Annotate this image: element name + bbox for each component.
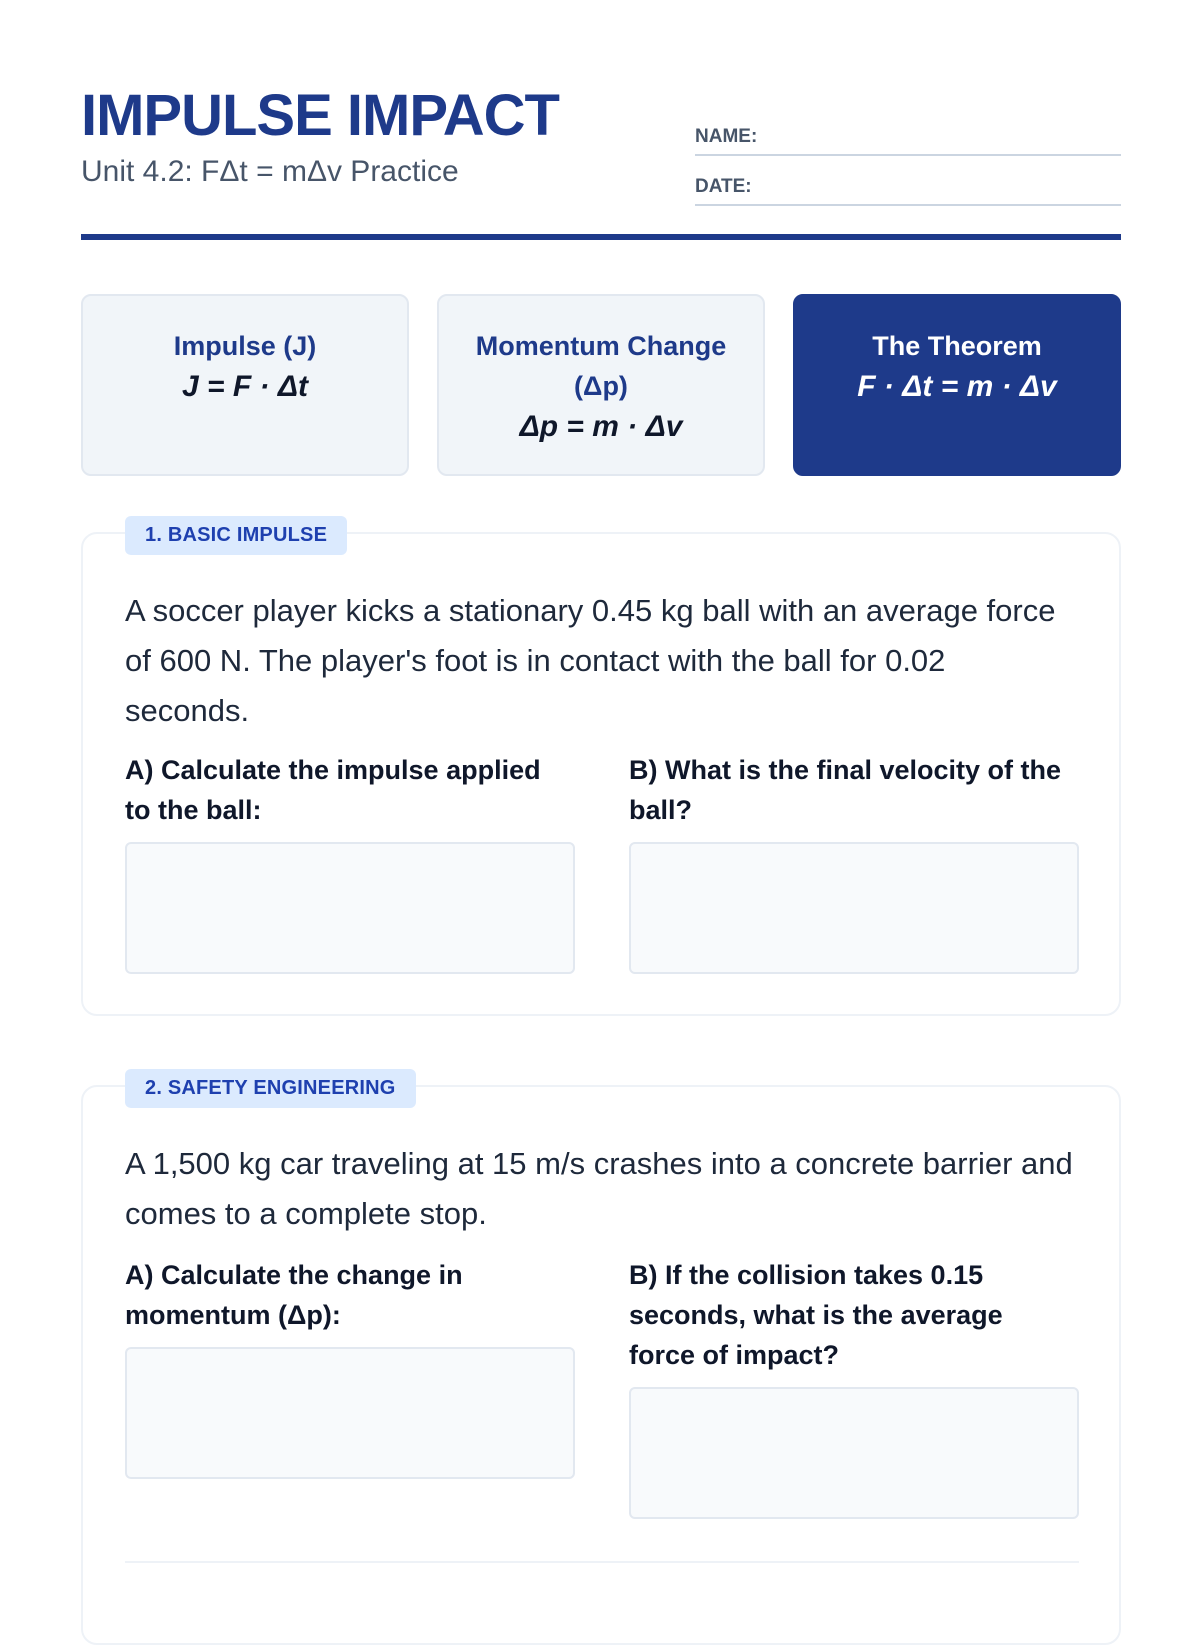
name-label: NAME:: [695, 126, 758, 147]
worksheet-header: [81, 84, 1121, 244]
header-divider: [81, 234, 1121, 240]
formula-card-momentum: [437, 294, 765, 476]
formula-card-formula: Δp = m · Δv: [519, 410, 683, 443]
section-divider: [125, 1561, 1079, 1563]
answer-box-b[interactable]: [629, 1387, 1079, 1519]
formula-card-formula: F · Δt = m · Δv: [857, 370, 1057, 403]
answer-box-a[interactable]: [125, 842, 575, 974]
date-field[interactable]: [695, 156, 1121, 206]
formula-card-formula: J = F · Δt: [182, 370, 308, 403]
question-a: A) Calculate the impulse applied to the ball:: [125, 755, 541, 825]
answer-box-a[interactable]: [125, 1347, 575, 1479]
page-title: IMPULSE IMPACT: [81, 83, 559, 148]
question-a: A) Calculate the change in momentum (Δp):: [125, 1260, 463, 1330]
formula-card-impulse: [81, 294, 409, 476]
formula-card-title: Momentum Change (Δp): [475, 331, 727, 401]
formula-cards: [81, 294, 1121, 478]
problem-tag: 2. SAFETY ENGINEERING: [125, 1069, 416, 1108]
page-subtitle: Unit 4.2: FΔt = mΔv Practice: [81, 155, 459, 188]
formula-card-title: The Theorem: [872, 331, 1042, 361]
answer-box-b[interactable]: [629, 842, 1079, 974]
question-b: B) If the collision takes 0.15 seconds, what is the average force of impact?: [629, 1260, 1003, 1370]
problem-section-2: [81, 1077, 1121, 1645]
problem-prompt: A soccer player kicks a stationary 0.45 kg ball with an average force of 600 N. The player's foot is in contact with the ball for 0.02 seconds.: [125, 593, 1056, 728]
problem-prompt: A 1,500 kg car traveling at 15 m/s crashes into a concrete barrier and comes to a complete stop.: [125, 1146, 1073, 1231]
name-field[interactable]: [695, 106, 1121, 156]
student-info-fields: [695, 106, 1121, 206]
date-label: DATE:: [695, 176, 752, 197]
question-b: B) What is the final velocity of the ball?: [629, 755, 1062, 825]
formula-card-title: Impulse (J): [173, 331, 317, 361]
formula-card-theorem: [793, 294, 1121, 476]
problem-tag: 1. BASIC IMPULSE: [125, 516, 347, 555]
problem-section-1: [81, 524, 1121, 1016]
